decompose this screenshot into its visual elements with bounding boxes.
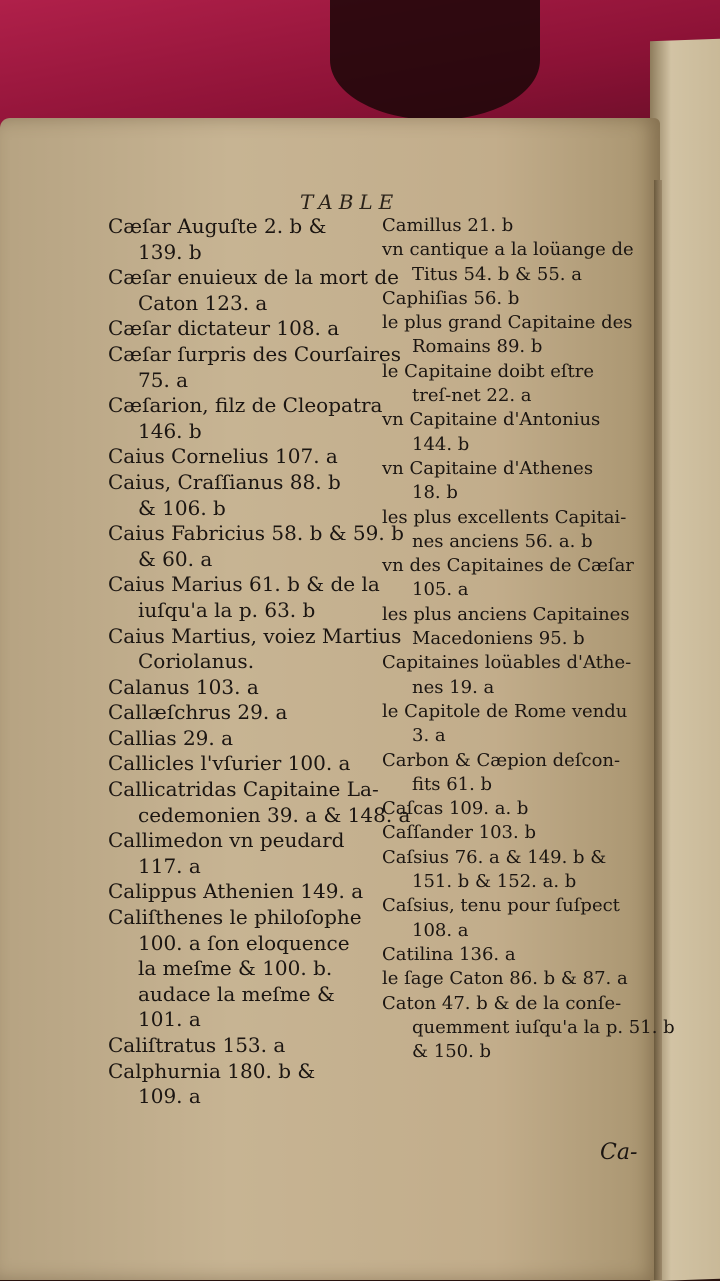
index-entry-line: Capitaines loüables d'Athe- (382, 652, 632, 674)
index-entry-line: Caius, Craſſianus 88. b (108, 469, 341, 494)
index-entry-line: vn Capitaine d'Antonius (382, 409, 601, 431)
index-entry-line: 75. a (138, 367, 189, 392)
index-entry-line: vn cantique a la loüange de (382, 239, 634, 261)
page-header: TABLE (300, 190, 400, 214)
index-entry-line: Callimedon vn peudard (108, 828, 345, 853)
index-entry-line: Callias 29. a (108, 725, 234, 750)
index-entry-line: vn des Capitaines de Cæſar (382, 555, 634, 577)
catchword: Ca- (600, 1140, 638, 1165)
index-entry-line: Caliſthenes le philoſophe (108, 905, 362, 930)
index-entry-line: 18. b (412, 482, 458, 504)
index-entry-line: 151. b & 152. a. b (412, 871, 577, 893)
index-entry-line: 101. a (138, 1007, 201, 1032)
index-entry-line: Caton 47. b & de la conſe- (382, 992, 622, 1014)
index-entry-line: 146. b (138, 418, 202, 443)
index-entry-line: & 60. a (138, 546, 213, 571)
index-entry-line: 109. a (138, 1084, 201, 1109)
index-entry-line: 139. b (138, 239, 202, 264)
index-entry-line: audace la meſme & (138, 981, 335, 1006)
index-entry-line: Macedoniens 95. b (412, 628, 585, 650)
index-entry-line: quemment iuſqu'a la p. 51. b (412, 1016, 675, 1038)
index-entry-line: cedemonien 39. a & 148. a (138, 802, 411, 827)
index-entry-line: Cæſarion, filz de Cleopatra (108, 393, 383, 418)
index-entry-line: treſ-net 22. a (412, 385, 532, 407)
index-entry-line: Caius Cornelius 107. a (108, 444, 338, 469)
index-entry-line: Caphiſias 56. b (382, 287, 520, 309)
index-entry-line: Cæſar ſurpris des Courſaires (108, 341, 401, 366)
index-entry-line: Romains 89. b (412, 336, 543, 358)
index-entry-line: Caius Fabricius 58. b & 59. b (108, 521, 404, 546)
index-entry-line: 105. a (412, 579, 469, 601)
index-entry-line: Titus 54. b & 55. a (412, 263, 582, 285)
index-entry-line: Callicatridas Capitaine La- (108, 777, 379, 802)
index-entry-line: Caliſtratus 153. a (108, 1033, 286, 1057)
index-entry-line: 117. a (138, 853, 201, 878)
index-entry-line: Cæſar Auguſte 2. b & (108, 214, 327, 238)
index-column-right (382, 214, 675, 1064)
index-entry-line: Camillus 21. b (382, 215, 514, 236)
index-entry-line: Calippus Athenien 149. a (108, 879, 364, 904)
index-entry-line: nes anciens 56. a. b (412, 530, 593, 552)
index-entry-line: les plus excellents Capitai- (382, 506, 627, 528)
index-entry-line: le plus grand Capitaine des (382, 312, 633, 334)
index-entry-line: Cæſar dictateur 108. a (108, 316, 340, 341)
index-entry-line: Cæſar enuieux de la mort de (108, 265, 399, 290)
index-entry-line: Caton 123. a (138, 290, 268, 315)
index-entry-line: Catilina 136. a (382, 943, 516, 965)
index-entry-line: Caius Marius 61. b & de la (108, 572, 380, 597)
index-entry-line: iuſqu'a la p. 63. b (138, 597, 316, 622)
index-entry-line: 144. b (412, 433, 470, 455)
index-entry-line: Callicles l'vſurier 100. a (108, 751, 351, 776)
index-entry-line: Coriolanus. (138, 649, 255, 674)
index-entry-line: Caſsius, tenu pour ſuſpect (382, 895, 620, 917)
index-entry-line: fits 61. b (412, 773, 493, 795)
index-entry-line: les plus anciens Capitaines (382, 603, 630, 625)
index-entry-line: Calphurnia 180. b & (108, 1058, 316, 1083)
index-entry-line: Caſsius 76. a & 149. b & (382, 846, 607, 868)
index-entry-line: Caius Martius, voiez Martius (108, 623, 402, 648)
index-entry-line: Calanus 103. a (108, 674, 259, 699)
index-entry-line: la meſme & 100. b. (138, 956, 333, 981)
index-entry-line: 3. a (412, 725, 446, 747)
index-entry-line: 108. a (412, 919, 469, 941)
index-column-left (108, 214, 411, 1110)
index-entry-line: Carbon & Cæpion deſcon- (382, 749, 621, 771)
index-entry-line: Caſſander 103. b (382, 822, 536, 844)
index-entry-line: vn Capitaine d'Athenes (382, 457, 594, 479)
index-entry-line: & 150. b (412, 1041, 492, 1063)
index-entry-line: 100. a ſon eloquence (138, 930, 350, 955)
index-entry-line: Callæſchrus 29. a (108, 700, 288, 725)
index-entry-line: nes 19. a (412, 676, 495, 698)
index-entry-line: le ſage Caton 86. b & 87. a (382, 968, 628, 990)
index-entry-line: le Capitaine doibt eſtre (382, 360, 595, 382)
index-entry-line: Caſcas 109. a. b (382, 798, 529, 820)
index-entry-line: & 106. b (138, 495, 226, 520)
page-gutter (654, 180, 662, 1280)
index-entry-line: le Capitole de Rome vendu (382, 700, 628, 722)
cloth-fold (330, 0, 540, 120)
